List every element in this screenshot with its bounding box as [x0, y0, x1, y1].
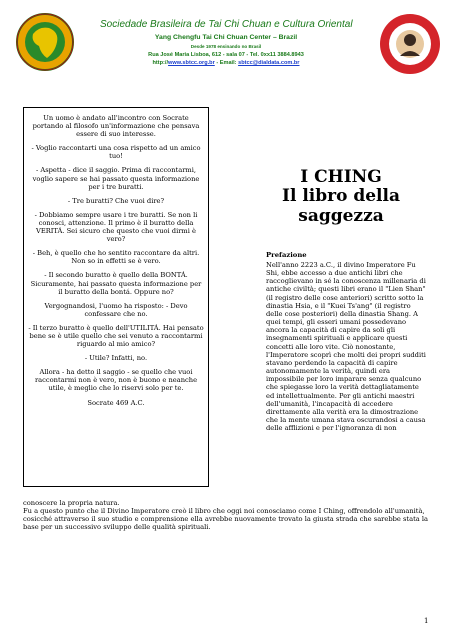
header-center-name: Yang Chengfu Tai Chi Chuan Center – Brazil [154, 34, 298, 41]
story-paragraph: - Beh, è quello che ho sentito raccontare da altri. Non so in effetti se è vero. [32, 249, 200, 266]
document-subtitle: Il libro della saggezza [282, 186, 400, 226]
story-paragraph: Un uomo è andato all'incontro con Socrate portando al filosofo un'informazione che pensava essere di suo interesse. [32, 114, 200, 139]
story-paragraph: - Il secondo buratto è quello della BONTÁ. Sicuramente, hai passato questa informazione per il buratto della bontá. Oppure no? [30, 271, 202, 296]
header-contact [100, 60, 352, 66]
header-address: Rua José Maria Lisboa, 612 - sala 07 - Tel. 0xx11 3884.8943 [148, 52, 304, 58]
preface-continuation-line: conoscere la propria natura. [23, 499, 120, 507]
right-logo-emblem [378, 12, 442, 76]
header-organization: Sociedade Brasileira de Tai Chi Chuan e Cultura Oriental [100, 19, 353, 30]
header-since: Desde 1978 ensinando no Brasil [190, 44, 262, 49]
preface-heading: Prefazione [266, 251, 307, 259]
socrates-story-box [23, 107, 209, 487]
email-link[interactable]: sbtcc@dialdata.com.br [238, 60, 300, 66]
story-signature: Socrate 469 A.C. [87, 398, 145, 407]
preface-body: Nell'anno 2223 a.C., il divino Imperatore Fu Shi, ebbe accesso a due antichi libri che raccoglievano in sé la conoscenza millenaria di antiche civiltà; questi libri erano il "Lien Shan" (il registro delle cose anteriori) scritto sotto la dinastia Hsia, e il "Kuei Ts'ang" (il registro delle cose posteriori) della dinastia Shang. A quei tempi, gli esseri umani possedevano ancora la capacità di capire da soli gli insegnamenti spirituali e applicare questi concetti alle loro vite. Ciò nonostante, l'Imperatore scoprì che molti dei propri sudditi stavano perdendo la capacità di capire autonomamente la verità, quindi era impossibile per loro imparare senza qualcuno che spiegasse loro la verità dettagliatamente ed intellettualmente. Per gli antichi maestri dell'umanità, l'incapacità di accedere direttamente alla verità era la dimostrazione che la mente umana stava oscurandosi a causa delle afflizioni e per l'ignoranza di non [266, 261, 426, 433]
story-paragraph: Vergognandosi, l'uomo ha risposto: - Devo confessare che no. [44, 301, 188, 318]
story-paragraph: - Utile? Infatti, no. [84, 354, 148, 363]
story-paragraph: Allora - ha detto il saggio - se quello che vuoi raccontarmi non è vero, non è buono e neanche utile, è meglio che lo riservi solo per te. [34, 368, 198, 393]
document-title: I CHING [300, 167, 382, 187]
story-paragraph: - Il terzo buratto è quello dell'UTILITÁ. Hai pensato bene se è utile quello che sei venuto a raccontarmi riguardo al mio amico? [28, 323, 204, 349]
preface-paragraph-2: Fu a questo punto che il Divino Imperatore creò il libro che oggi noi conosciamo come I Ching, offrendolo all'umanità, cosicché attraverso il suo studio e comprensione ella avrebbe nuovamente trovato la giusta strada che sarebbe stata la base per un successivo sviluppo delle qualità spirituali. [23, 507, 429, 532]
website-link[interactable]: www.sbtcc.org.br [168, 60, 215, 66]
web-prefix: http:// [152, 60, 169, 66]
story-paragraph: - Voglio raccontarti una cosa rispetto ad un amico tuo! [31, 144, 201, 161]
story-paragraph: - Aspetta - dice il saggio. Prima di raccontarmi, voglio sapere se hai passato questa informazione per i tre buratti. [32, 166, 200, 191]
left-logo-emblem [15, 12, 75, 72]
preface-continuation [23, 499, 428, 531]
story-paragraph: - Tre buratti? Che vuoi dire? [67, 196, 165, 205]
story-paragraph: - Dobbiamo sempre usare i tre buratti. Se non li conosci, attenzione. Il primo è il buratto della VERITÁ. Sei sicuro che questo che vuoi dirmi è vero? [34, 210, 198, 244]
page-number: 1 [424, 617, 429, 625]
email-label: - Email: [214, 60, 239, 66]
